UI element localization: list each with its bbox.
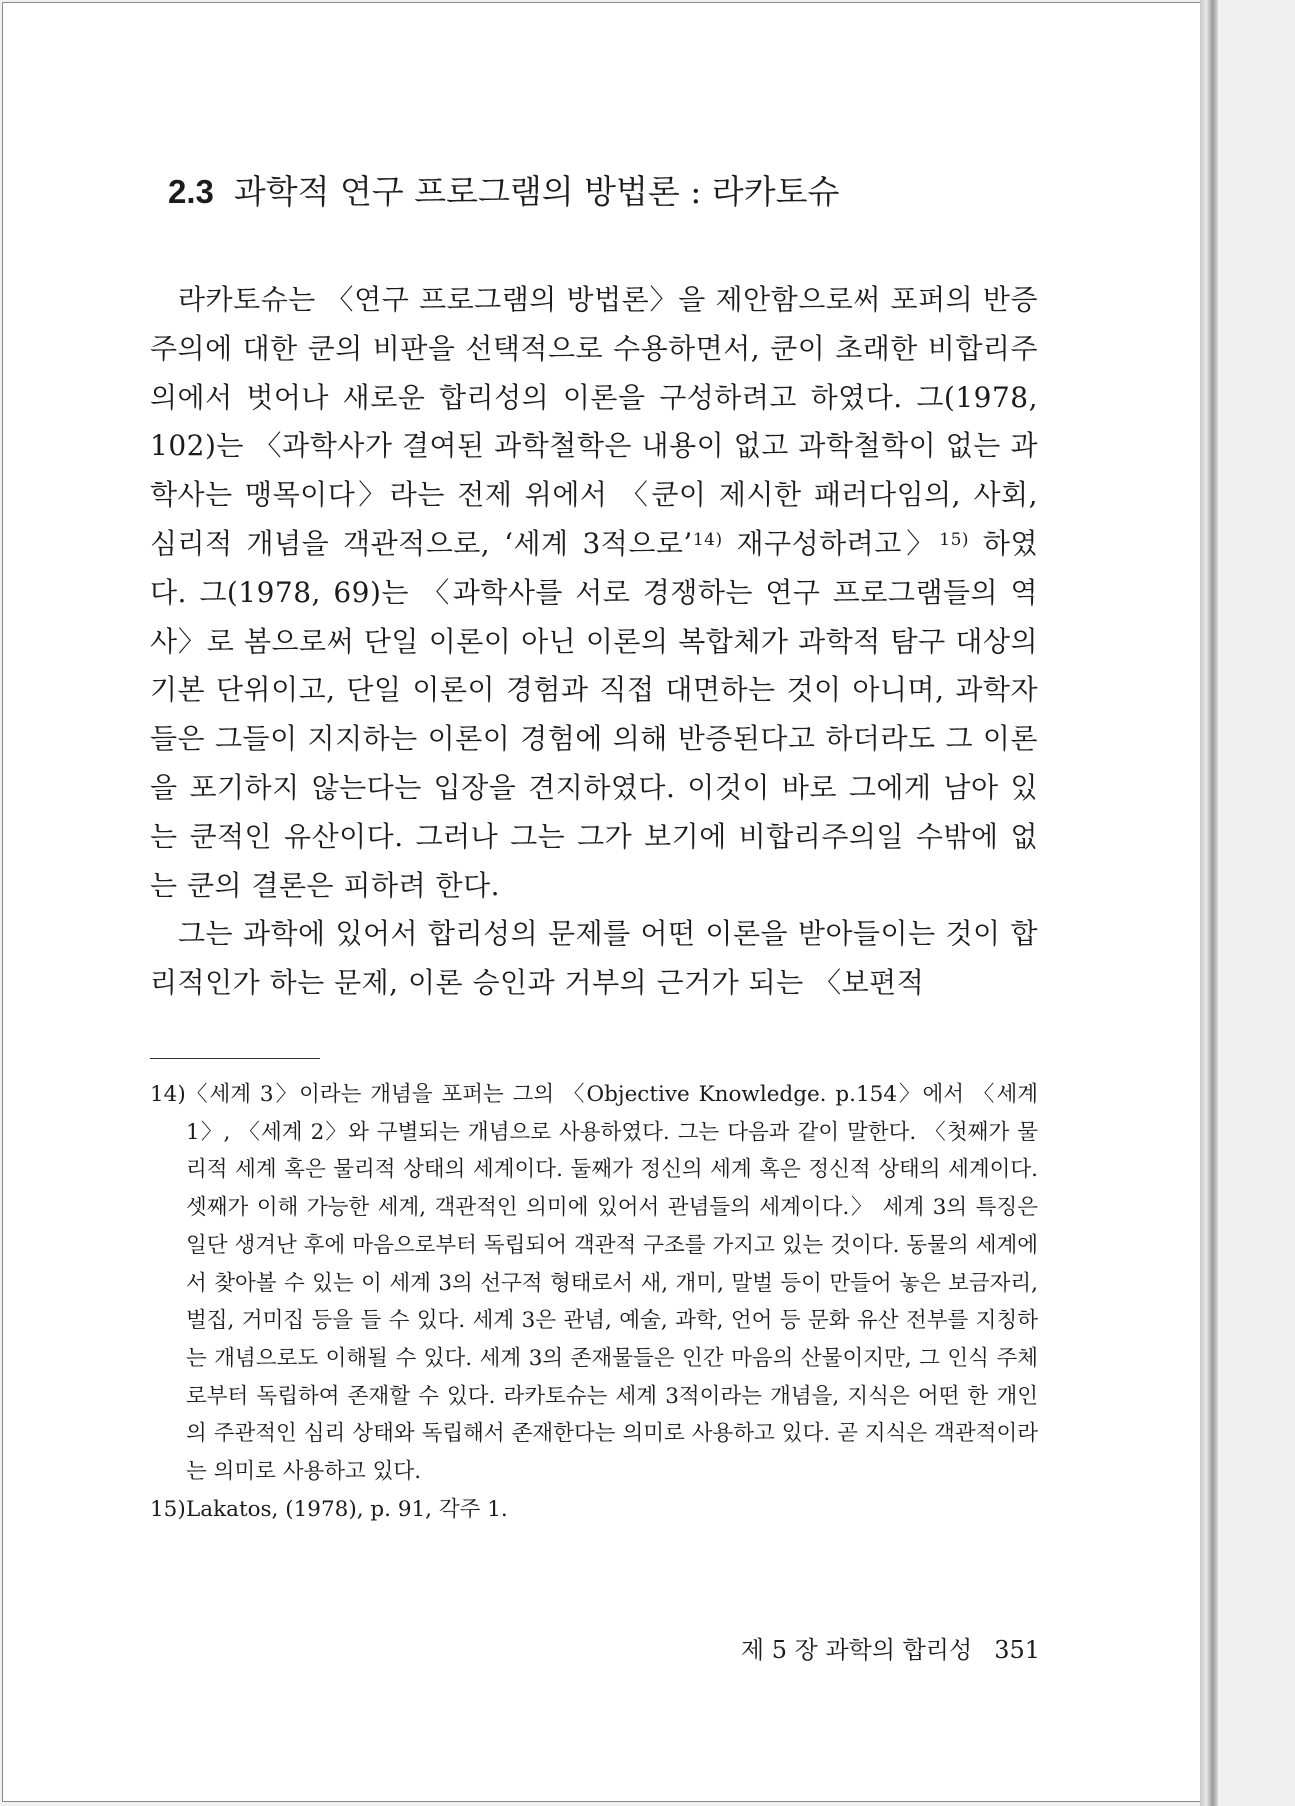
footnote-ref-14[interactable]: 14) — [692, 529, 723, 550]
footnote-divider — [150, 1058, 320, 1059]
section-number: 2.3 — [168, 173, 214, 210]
paragraph-1 — [150, 276, 1038, 910]
body-text — [150, 276, 1038, 1008]
page-edge — [1200, 0, 1218, 1806]
section-heading — [168, 172, 839, 212]
footnote-number: 15) — [150, 1496, 186, 1522]
paragraph-1-part-c: 하였다. 그(1978, 69)는 〈과학사를 서로 경쟁하는 연구 프로그램들의 역사〉로 봄으로써 단일 이론이 아닌 이론의 복합체가 과학적 탐구 대상의 기본 단위이고, 단일 이론이 경험과 직접 대면하는 것이 아니며, 과학자들은 그들이 지지하는 이론이 경험에 의해 반증된다고 하더라도 그 이론을 포기하지 않는다는 입장을 견지하였다. 이것이 바로 그에게 남아 있는 쿤적인 유산이다. 그러나 그는 그가 보기에 비합리주의일 수밖에 없는 쿤의 결론은 피하려 한다. — [150, 526, 1038, 902]
running-footer-chapter: 제 5 장 과학의 합리성 — [740, 1636, 973, 1664]
paragraph-1-part-a: 라카토슈는 〈연구 프로그램의 방법론〉을 제안함으로써 포퍼의 반증주의에 대한 쿤의 비판을 선택적으로 수용하면서, 쿤이 초래한 비합리주의에서 벗어나 새로운 합리성의 이론을 구성하려고 하였다. 그(1978, 102)는 〈과학사가 결여된 과학철학은 내용이 없고 과학철학이 없는 과학사는 맹목이다〉라는 전제 위에서 〈쿤이 제시한 패러다임의, 사회, 심리적 개념을 객관적으로, ‘세계 3적으로’ — [150, 283, 1038, 560]
footnote-text: 〈세계 3〉이라는 개념을 포퍼는 그의 〈Objective Knowledge. p.154〉에서 〈세계 1〉, 〈세계 2〉와 구별되는 개념으로 사용하였다. 그는 다음과 같이 말한다. 〈첫째가 물리적 세계 혹은 물리적 상태의 세계이다. 둘째가 정신의 세계 혹은 정신적 상태의 세계이다. 셋째가 이해 가능한 세계, 객관적인 의미에 있어서 관념들의 세계이다.〉 세계 3의 특징은 일단 생겨난 후에 마음으로부터 독립되어 객관적 구조를 가지고 있는 것이다. 동물의 세계에서 찾아볼 수 있는 이 세계 3의 선구적 형태로서 새, 개미, 말벌 등이 만들어 놓은 보금자리, 벌집, 거미집 등을 들 수 있다. 세계 3은 관념, 예술, 과학, 언어 등 문화 유산 전부를 지칭하는 개념으로도 이해될 수 있다. 세계 3의 존재물들은 인간 마음의 산물이지만, 그 인식 주체로부터 독립하여 존재할 수 있다. 라카토슈는 세계 3적이라는 개념을, 지식은 어떤 한 개인의 주관적인 심리 상태와 독립해서 존재한다는 의미로 사용하고 있다. 곧 지식은 객관적이라는 의미로 사용하고 있다. — [186, 1082, 1038, 1485]
paragraph-1-part-b: 재구성하려고〉 — [722, 526, 940, 560]
footnote-ref-15[interactable]: 15) — [939, 529, 970, 550]
page-number: 351 — [994, 1636, 1040, 1664]
paragraph-2: 그는 과학에 있어서 합리성의 문제를 어떤 이론을 받아들이는 것이 합리적인가 하는 문제, 이론 승인과 거부의 근거가 되는 〈보편적 — [150, 917, 1038, 1000]
page-footer — [741, 1630, 1040, 1665]
footnote-text: Lakatos, (1978), p. 91, 각주 1. — [186, 1496, 508, 1522]
footnote-15 — [150, 1491, 1038, 1529]
section-title: 과학적 연구 프로그램의 방법론 : 라카토슈 — [233, 172, 840, 211]
footnotes — [150, 1076, 1038, 1528]
footnote-14 — [150, 1076, 1038, 1491]
footnote-number: 14) — [150, 1082, 186, 1107]
